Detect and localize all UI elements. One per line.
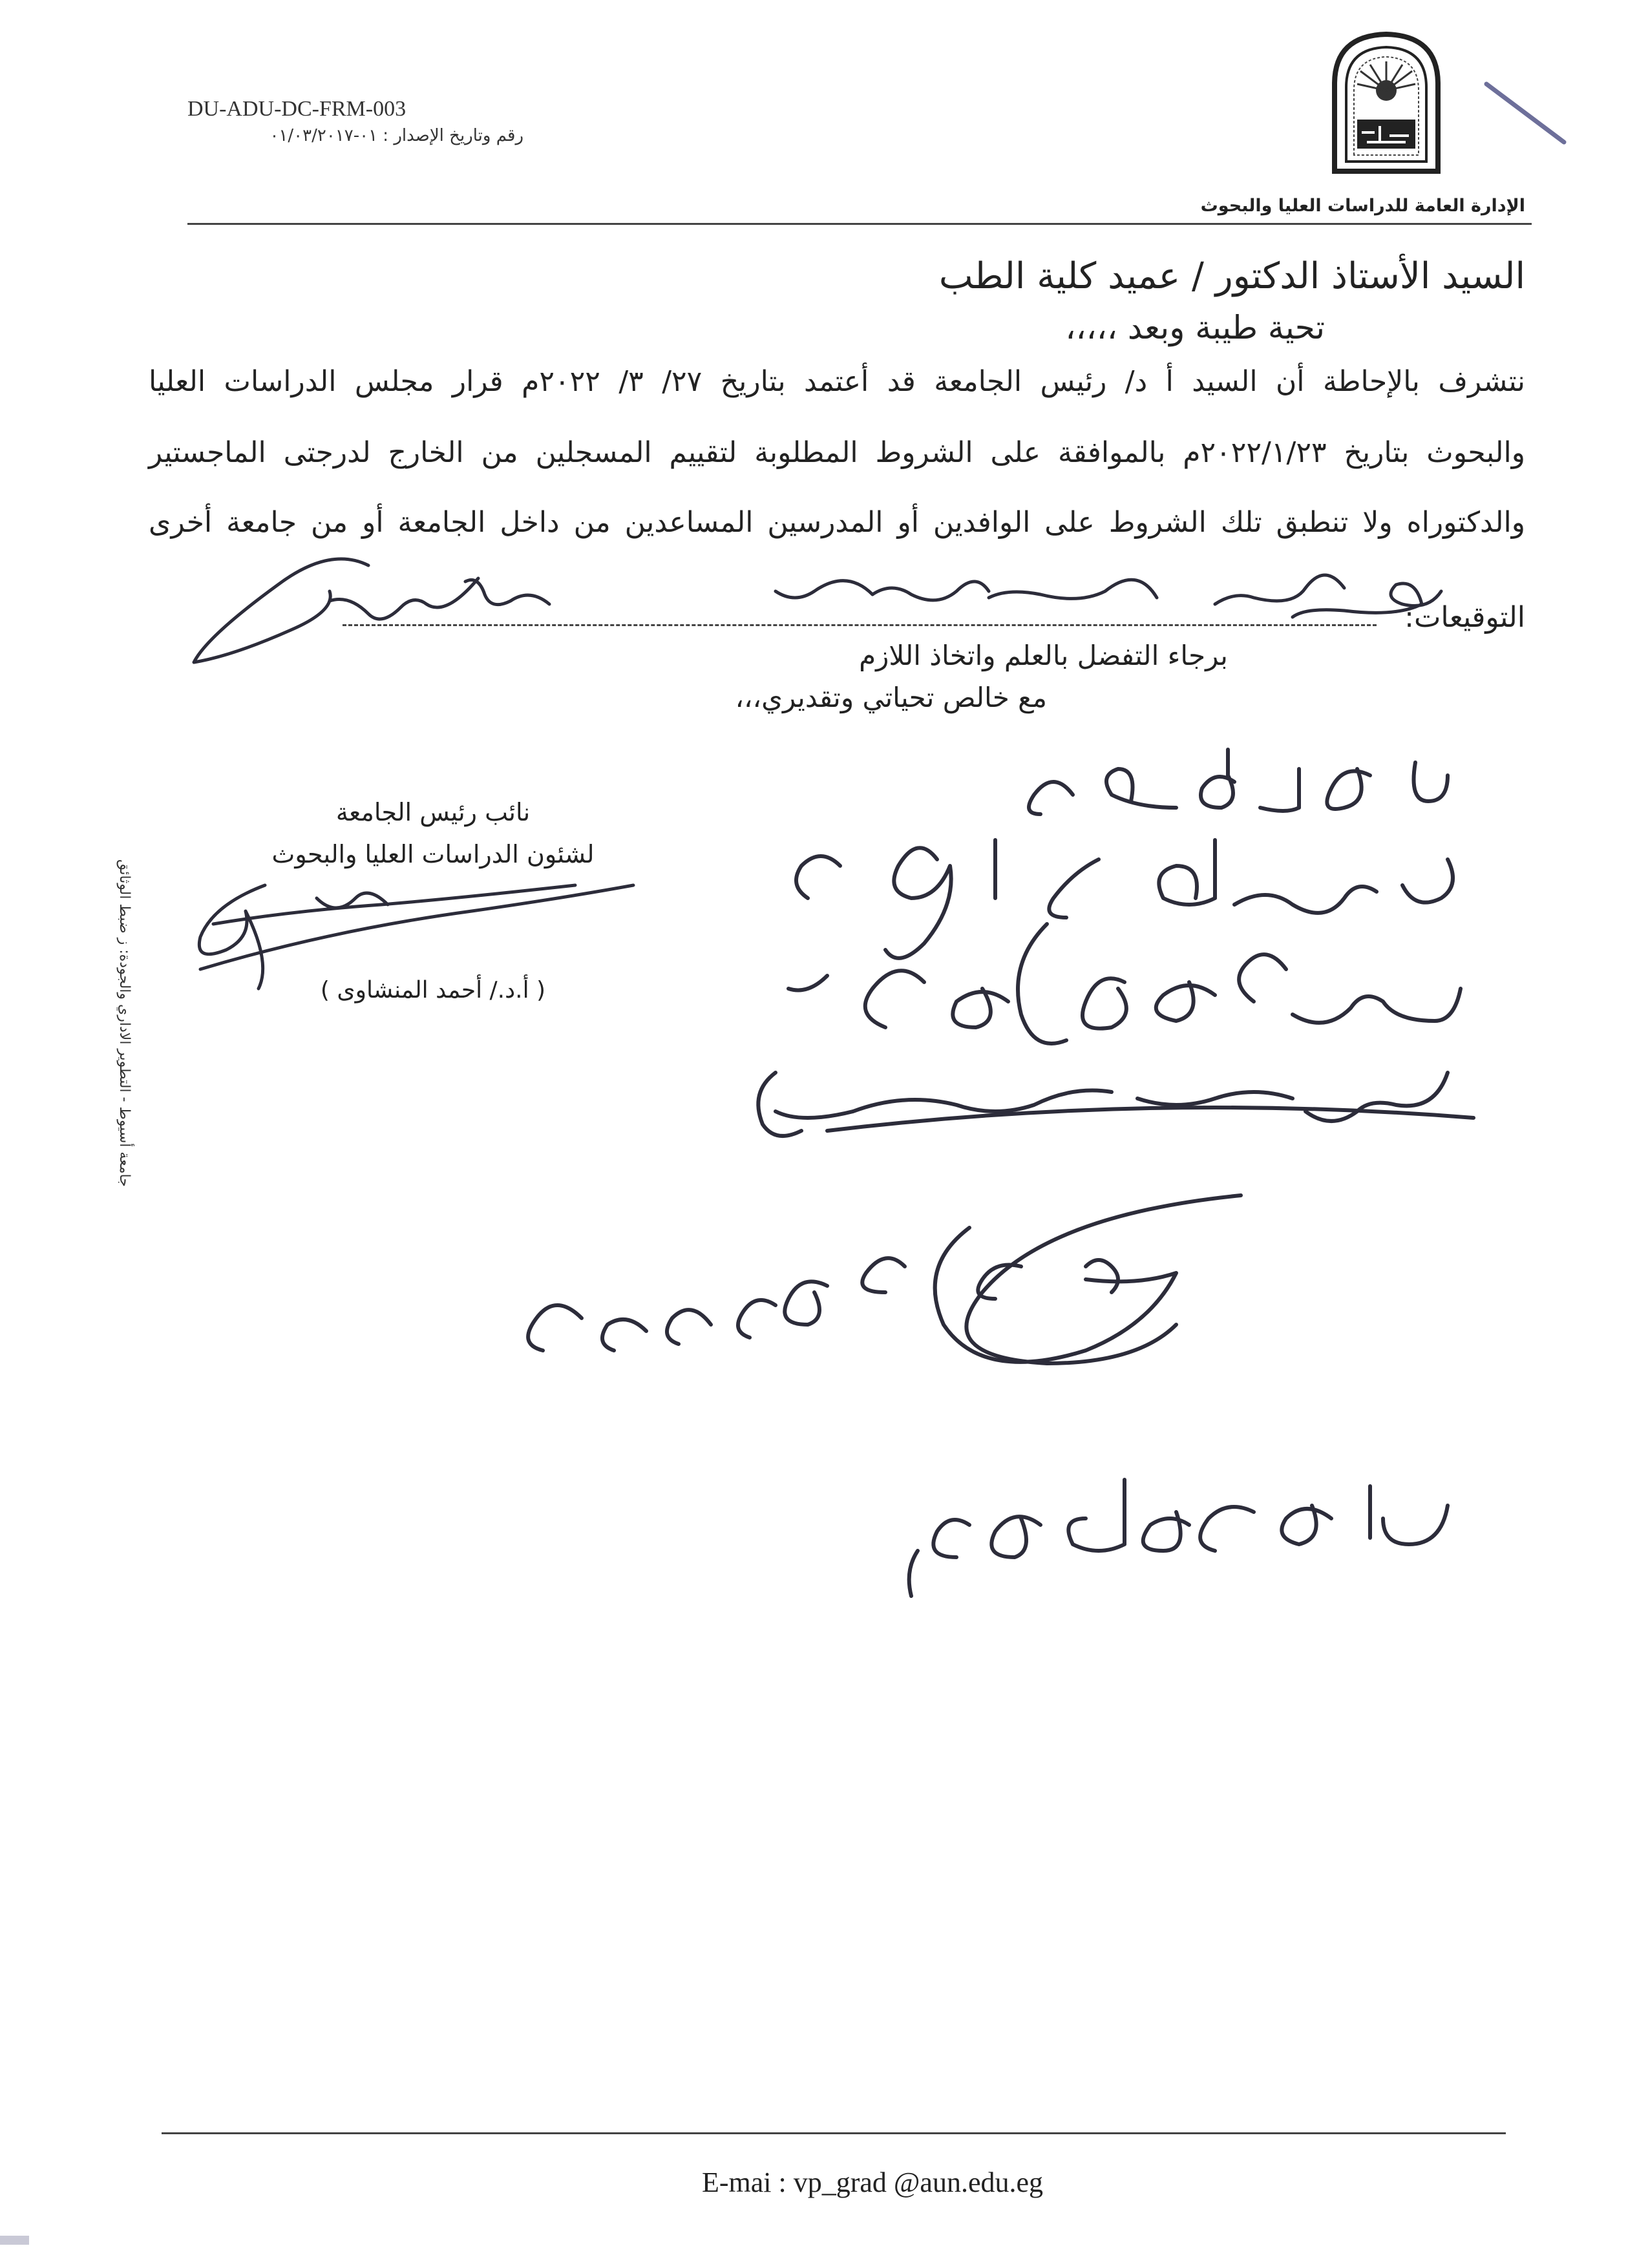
body-paragraph-line: والبحوث بتاريخ ٢٠٢٢/١/٢٣م بالموافقة على الشروط المطلوبة لتقييم المسجلين من الخارج لدرجتى الماجستير (149, 436, 1525, 469)
handwritten-marginal-note (439, 711, 1577, 1648)
footer-divider (162, 2132, 1506, 2134)
signatory-title: نائب رئيس الجامعة (335, 798, 531, 826)
header-divider (187, 223, 1532, 225)
body-paragraph-line: والدكتوراه ولا تنطبق تلك الشروط على الوافدين أو المدرسين المساعدين من داخل الجامعة أو من جامعة أخرى (149, 506, 1525, 539)
closing-request: برجاء التفضل بالعلم واتخاذ اللازم (859, 640, 1228, 671)
department-name: الإدارة العامة للدراسات العليا والبحوث (1200, 196, 1525, 216)
signatures-label: التوقيعات: (1404, 601, 1525, 634)
signatory-name: ( أ.د./ أحمد المنشاوى ) (320, 977, 546, 1003)
university-logo (1328, 29, 1444, 174)
greeting-line: تحية طيبة وبعد ،،،،، (1065, 309, 1325, 346)
scan-edge-mark (0, 2226, 39, 2252)
pen-stroke-mark (1480, 78, 1577, 162)
signatory-subtitle: لشئون الدراسات العليا والبحوث (271, 840, 595, 868)
body-paragraph-line: نتشرف بالإحاطة أن السيد أ د/ رئيس الجامعة قد أعتمد بتاريخ ٢٧/ ٣/ ٢٠٢٢م قرار مجلس الدراسات العليا (149, 365, 1525, 398)
issue-date-line: رقم وتاريخ الإصدار : ٠١-٠١/٠٣/٢٠١٧ (269, 126, 523, 145)
closing-regards: مع خالص تحياتي وتقديري،،، (735, 682, 1047, 713)
addressee-line: السيد الأستاذ الدكتور / عميد كلية الطب (938, 255, 1525, 297)
document-control-side-note: جامعة أسيوط - التطوير الاداري والجودة: ز ضبط الوثائق (116, 859, 132, 1187)
form-code: DU-ADU-DC-FRM-003 (187, 97, 407, 121)
footer-email: E-mai : vp_grad @aun.edu.eg (701, 2167, 1044, 2198)
